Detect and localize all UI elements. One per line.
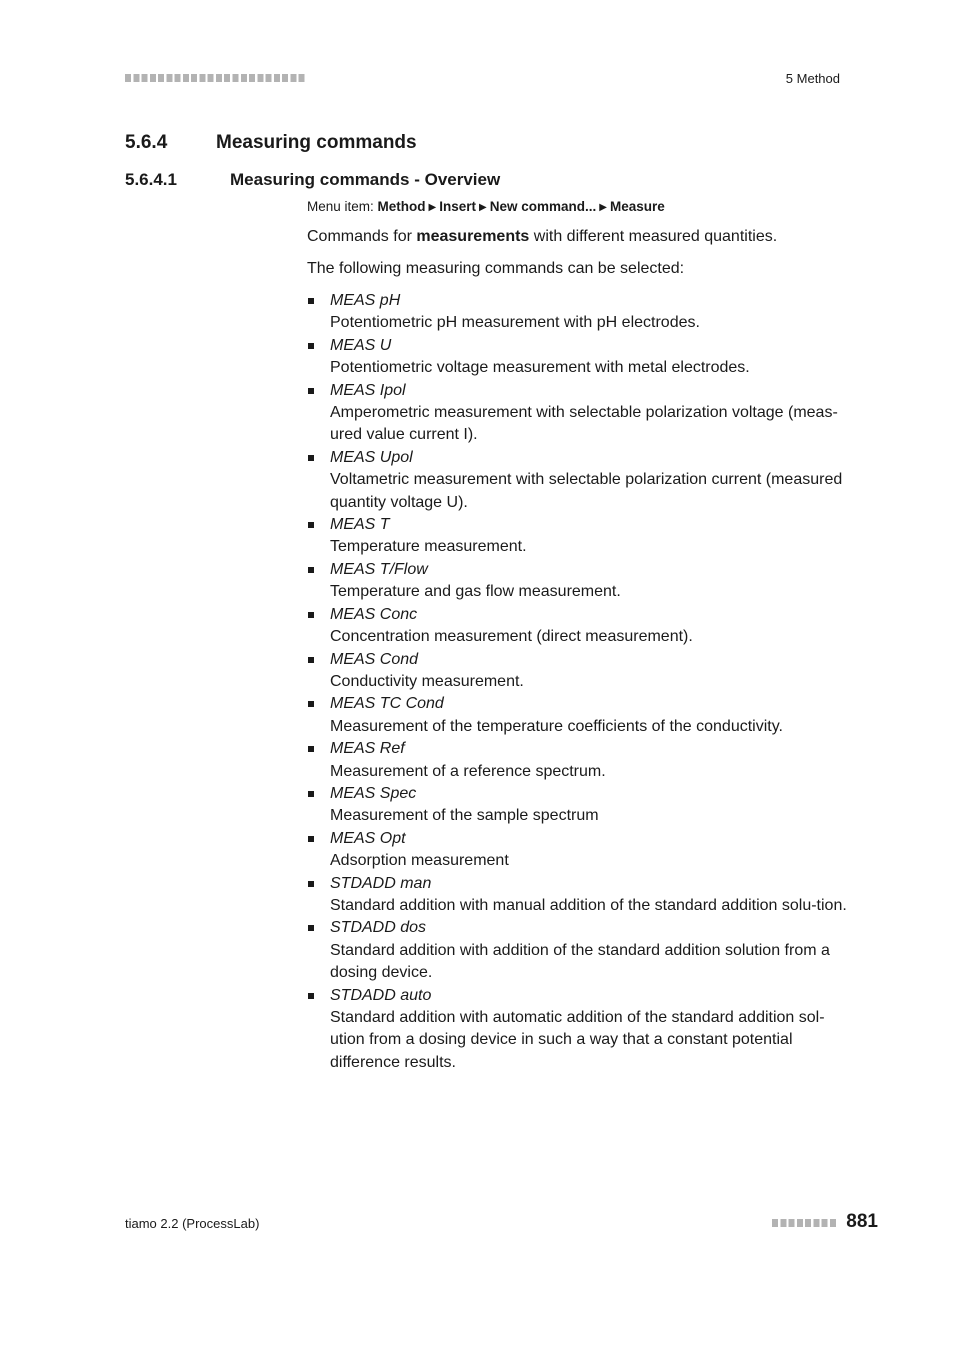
arrow-right-icon: ▶: [428, 202, 437, 213]
bullet-square-icon: [308, 881, 314, 887]
menu-path-item: Method: [377, 199, 426, 214]
command-name: MEAS U: [330, 336, 392, 354]
subsection-number: 5.6.4.1: [125, 170, 177, 189]
command-name: MEAS TC Cond: [330, 695, 444, 713]
list-item: [307, 290, 847, 335]
arrow-right-icon: ▶: [479, 202, 487, 213]
command-description: Measurement of a reference spectrum.: [330, 762, 606, 780]
command-description: Voltametric measurement with selectable polarization current (measured quantity voltage U).: [330, 471, 843, 511]
bullet-square-icon: [308, 657, 314, 663]
command-name: MEAS Cond: [330, 650, 419, 668]
command-list: [307, 290, 847, 1074]
command-name: STDADD auto: [330, 986, 432, 1004]
list-intro: The following measuring commands can be selected:: [307, 260, 685, 277]
bullet-square-icon: [308, 925, 314, 931]
footer-decoration: [772, 1219, 838, 1227]
list-item: [307, 693, 847, 738]
command-description: Measurement of the sample spectrum: [330, 807, 599, 825]
list-item: [307, 604, 847, 649]
list-item: [307, 447, 847, 514]
bullet-square-icon: [308, 993, 314, 999]
command-description: Temperature measurement.: [330, 538, 527, 556]
footer-product: tiamo 2.2 (ProcessLab): [125, 1216, 260, 1231]
command-name: STDADD dos: [330, 919, 427, 937]
command-description: Measurement of the temperature coefficients of the conductivity.: [330, 717, 783, 735]
command-name: MEAS pH: [330, 292, 401, 309]
bullet-square-icon: [308, 701, 314, 707]
menu-path: [307, 199, 665, 214]
bullet-square-icon: [308, 791, 314, 797]
bullet-square-icon: [308, 298, 314, 304]
command-name: MEAS Opt: [330, 829, 406, 847]
command-description: Standard addition with automatic addition of the standard addition sol-ution from a dosing device in such a way that a constant potential difference results.: [330, 1009, 825, 1071]
command-description: Standard addition with manual addition of the standard addition solu-tion.: [330, 896, 847, 914]
menu-path-item: New command...: [489, 199, 597, 214]
command-name: MEAS Upol: [330, 448, 413, 466]
list-item: [307, 335, 847, 380]
command-description: Standard addition with addition of the standard addition solution from a dosing device.: [330, 941, 830, 982]
list-item: [307, 514, 847, 559]
bullet-square-icon: [308, 522, 314, 528]
list-item: [307, 783, 847, 828]
list-item: [307, 738, 847, 783]
command-name: MEAS Ref: [330, 740, 405, 758]
command-description: Conductivity measurement.: [330, 672, 524, 690]
command-name: MEAS Spec: [330, 784, 417, 802]
list-item: [307, 649, 847, 694]
list-item: [307, 985, 847, 1075]
section-number: 5.6.4: [125, 132, 168, 153]
list-item: [307, 917, 847, 984]
menu-path-label: Menu item:: [307, 199, 374, 214]
list-item: [307, 559, 847, 604]
bullet-square-icon: [308, 388, 314, 394]
intro-text: with different measured quantities.: [529, 228, 778, 245]
command-name: MEAS T/Flow: [330, 560, 428, 578]
header-chapter: 5 Method: [785, 71, 840, 86]
command-description: Potentiometric voltage measurement with metal electrodes.: [330, 359, 750, 377]
bullet-square-icon: [308, 612, 314, 618]
menu-path-item: Measure: [609, 199, 665, 214]
command-description: Potentiometric pH measurement with pH electrodes.: [330, 314, 700, 332]
command-description: Amperometric measurement with selectable polarization voltage (meas-ured value current I).: [330, 404, 838, 444]
command-description: Temperature and gas flow measurement.: [330, 583, 621, 601]
command-name: STDADD man: [330, 874, 432, 892]
intro-paragraph: [307, 228, 777, 246]
command-name: MEAS T: [330, 516, 390, 534]
header-decoration: [125, 74, 307, 82]
bullet-square-icon: [308, 455, 314, 461]
page-number: 881: [846, 1211, 878, 1232]
arrow-right-icon: ▶: [599, 202, 607, 213]
list-item: [307, 873, 847, 918]
command-name: MEAS Conc: [330, 605, 418, 623]
bullet-square-icon: [308, 746, 314, 752]
bullet-square-icon: [308, 836, 314, 842]
command-description: Adsorption measurement: [330, 852, 509, 870]
subsection-title: Measuring commands - Overview: [230, 170, 501, 189]
intro-bold: measurements: [416, 228, 530, 245]
bullet-square-icon: [308, 343, 314, 349]
command-description: Concentration measurement (direct measurement).: [330, 628, 693, 646]
section-title: Measuring commands: [216, 132, 417, 153]
list-item: [307, 380, 847, 447]
bullet-square-icon: [308, 567, 314, 573]
command-name: MEAS Ipol: [330, 381, 406, 399]
list-item: [307, 828, 847, 873]
intro-text: Commands for: [307, 228, 417, 245]
menu-path-item: Insert: [439, 199, 477, 214]
